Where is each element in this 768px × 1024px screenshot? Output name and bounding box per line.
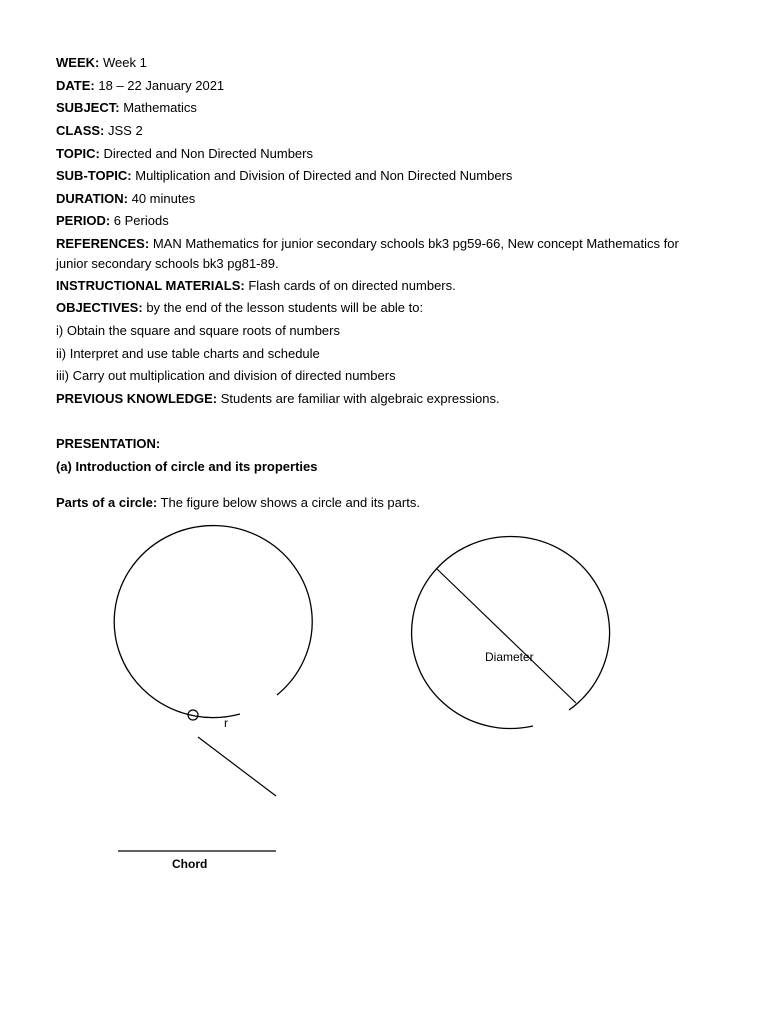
- week-label: WEEK:: [56, 55, 100, 70]
- diameter-circle: [412, 536, 610, 728]
- subtopic-label: SUB-TOPIC:: [56, 168, 132, 183]
- date-label: DATE:: [56, 78, 95, 93]
- topic-value: Directed and Non Directed Numbers: [103, 146, 313, 161]
- subtopic-value: Multiplication and Division of Directed and Non Directed Numbers: [135, 168, 513, 183]
- chord-label: Chord: [172, 857, 208, 871]
- duration-value: 40 minutes: [131, 191, 196, 206]
- materials-value: Flash cards of on directed numbers.: [248, 278, 456, 293]
- materials-label: INSTRUCTIONAL MATERIALS:: [56, 278, 245, 293]
- class-label: CLASS:: [56, 123, 105, 138]
- radius-label: r: [224, 716, 228, 730]
- radius-circle: [114, 526, 312, 718]
- parts-label: Parts of a circle:: [56, 495, 158, 510]
- subject-value: Mathematics: [123, 100, 197, 115]
- duration-label: DURATION:: [56, 191, 128, 206]
- week-value: Week 1: [102, 55, 147, 70]
- references-value: MAN Mathematics for junior secondary schools bk3 pg59-66, New concept Mathematics for junior secondary schools bk3 pg81-89.: [56, 236, 679, 271]
- objective-item: ii) Interpret and use table charts and schedule: [56, 346, 320, 361]
- references-label: REFERENCES:: [56, 236, 150, 251]
- topic-label: TOPIC:: [56, 146, 100, 161]
- previous-knowledge-label: PREVIOUS KNOWLEDGE:: [56, 391, 218, 406]
- diameter-label: Diameter: [485, 650, 534, 664]
- presentation-heading: PRESENTATION:: [56, 436, 161, 451]
- period-value: 6 Periods: [113, 213, 169, 228]
- objectives-label: OBJECTIVES:: [56, 300, 143, 315]
- period-label: PERIOD:: [56, 213, 111, 228]
- presentation-subheading: (a) Introduction of circle and its properties: [56, 459, 318, 474]
- previous-knowledge-value: Students are familiar with algebraic expressions.: [220, 391, 500, 406]
- objective-item: i) Obtain the square and square roots of numbers: [56, 323, 340, 338]
- subject-label: SUBJECT:: [56, 100, 120, 115]
- radius-line: [198, 737, 276, 796]
- date-value: 18 – 22 January 2021: [98, 78, 225, 93]
- class-value: JSS 2: [108, 123, 143, 138]
- objectives-value: by the end of the lesson students will be able to:: [146, 300, 424, 315]
- objective-item: iii) Carry out multiplication and division of directed numbers: [56, 368, 396, 383]
- parts-text: The figure below shows a circle and its parts.: [160, 495, 420, 510]
- diameter-line: [437, 569, 576, 703]
